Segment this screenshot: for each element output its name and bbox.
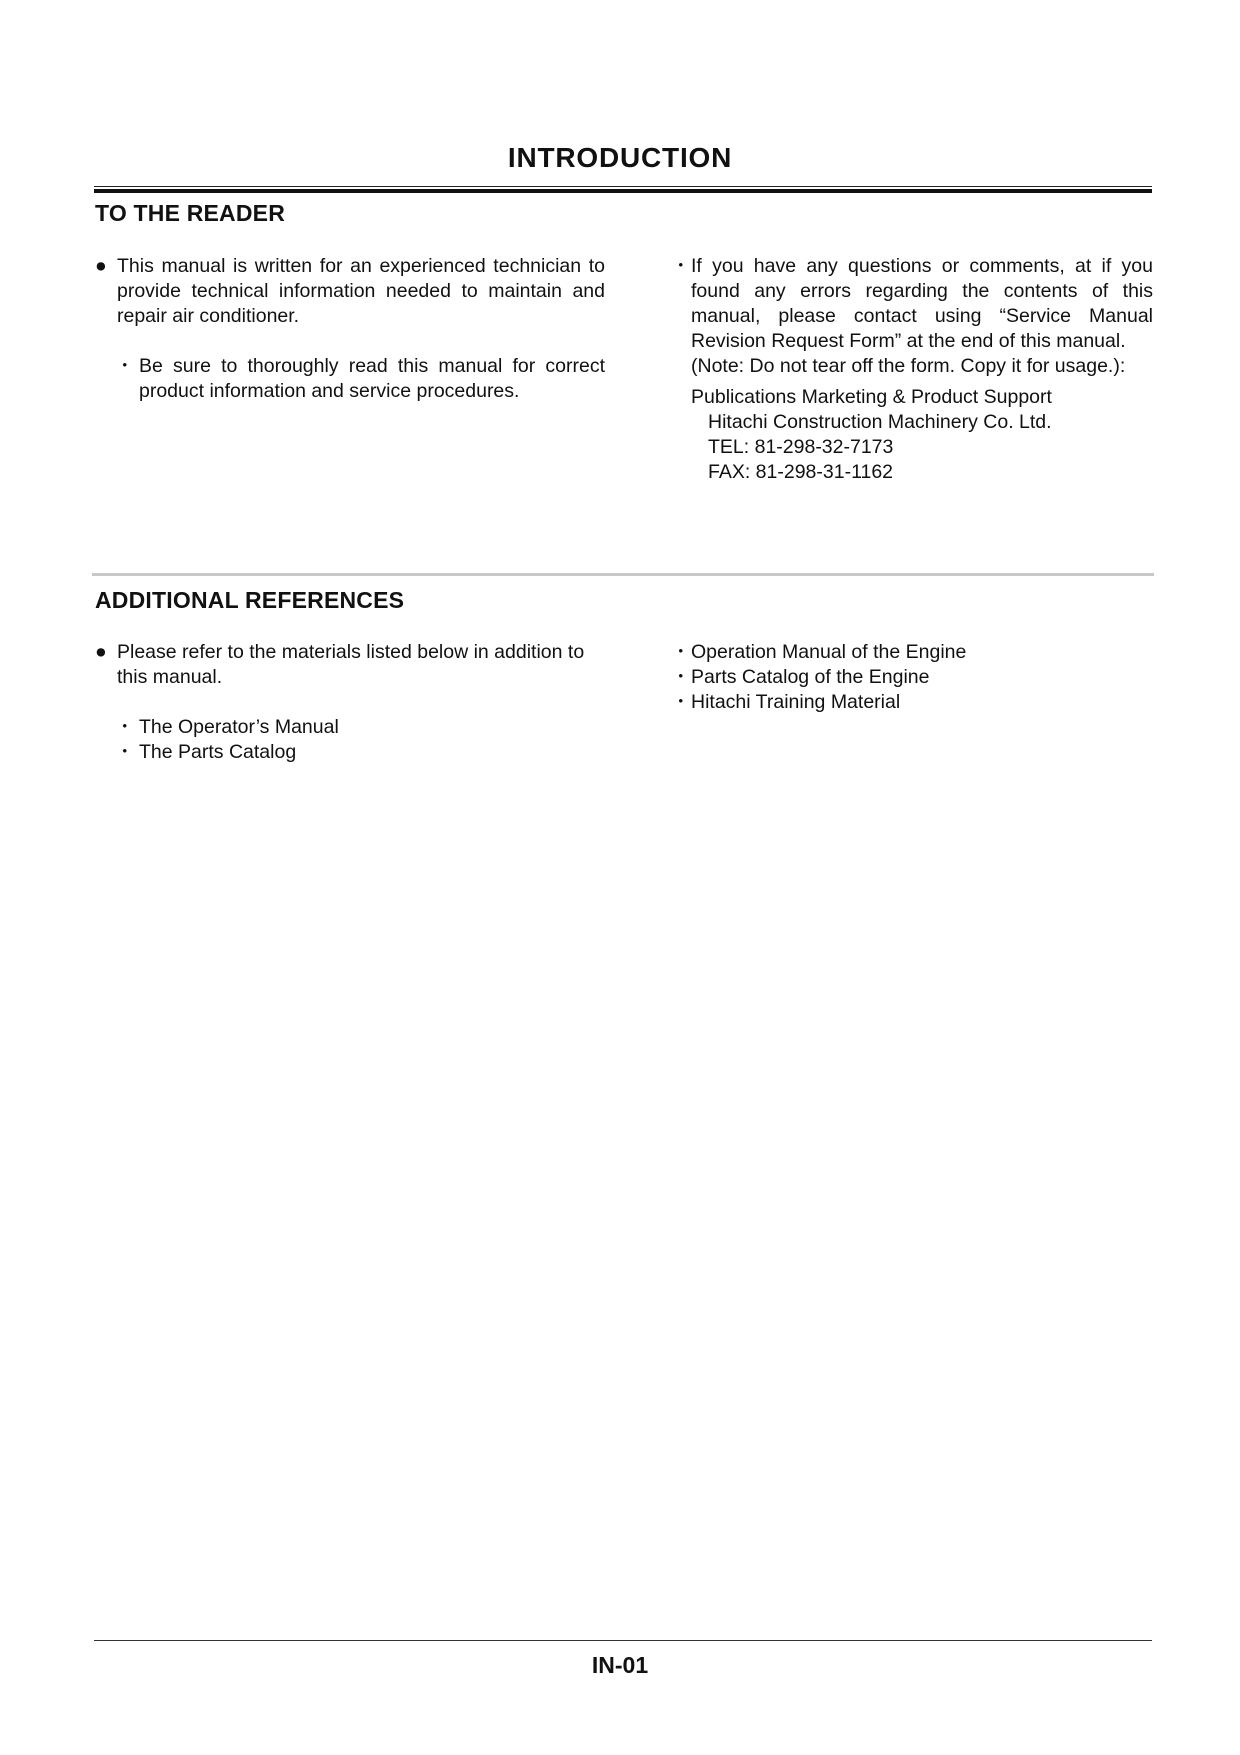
contact-block	[668, 385, 1153, 485]
dot-mark: ・	[115, 355, 135, 377]
section-heading-to-the-reader: TO THE READER	[95, 200, 286, 226]
bullet-mark: ●	[95, 641, 107, 663]
dot-item-text: If you have any questions or comments, at if you found any errors regarding the contents of this manual, please contact using “Service Manual Revision Request Form” at the end of this manual.	[691, 255, 1153, 352]
bullet-text: Please refer to the materials listed below in addition to this manual.	[117, 641, 585, 688]
dot-item	[668, 640, 1153, 665]
dot-mark: ・	[671, 666, 691, 688]
bullet-text: This manual is written for an experienced technician to provide technical information needed to maintain and repair air conditioner.	[117, 255, 605, 327]
bullet-item	[95, 640, 605, 690]
dot-item	[668, 665, 1153, 690]
bullet-item	[95, 254, 605, 329]
sub-item	[95, 740, 605, 765]
contact-dept: Publications Marketing & Product Support	[691, 386, 1052, 408]
dot-item	[668, 690, 1153, 715]
bullet-mark: ●	[95, 255, 107, 277]
title-rule-thin	[94, 186, 1152, 187]
footer-rule	[94, 1640, 1152, 1641]
dot-item-text: Parts Catalog of the Engine	[691, 666, 930, 688]
section-heading-additional-references: ADDITIONAL REFERENCES	[95, 587, 405, 613]
sub-item-text: The Operator’s Manual	[139, 716, 339, 738]
contact-tel: TEL: 81-298-32-7173	[708, 436, 894, 458]
dot-item-text: Hitachi Training Material	[691, 691, 901, 713]
dot-item-text: Operation Manual of the Engine	[691, 641, 967, 663]
dot-mark: ・	[115, 741, 135, 763]
additional-references-right-column	[668, 640, 1153, 715]
note-text: (Note: Do not tear off the form. Copy it for usage.):	[691, 355, 1126, 377]
page-title: INTRODUCTION	[507, 142, 733, 173]
dot-mark: ・	[115, 716, 135, 738]
sub-item	[95, 715, 605, 740]
sub-item	[95, 354, 605, 404]
contact-fax: FAX: 81-298-31-1162	[708, 461, 894, 483]
section-divider	[92, 573, 1154, 576]
dot-mark: ・	[671, 691, 691, 713]
sub-item-text: The Parts Catalog	[139, 741, 297, 763]
contact-company: Hitachi Construction Machinery Co. Ltd.	[708, 411, 1052, 433]
dot-mark: ・	[671, 255, 691, 277]
to-the-reader-right-column	[668, 254, 1153, 485]
dot-item	[668, 254, 1153, 379]
additional-references-left-column	[95, 640, 605, 765]
dot-mark: ・	[671, 641, 691, 663]
sub-item-text: Be sure to thoroughly read this manual for correct product information and service procedures.	[139, 355, 605, 402]
page-number: IN-01	[591, 1652, 649, 1678]
to-the-reader-left-column	[95, 254, 605, 404]
title-rule-thick	[94, 189, 1152, 193]
